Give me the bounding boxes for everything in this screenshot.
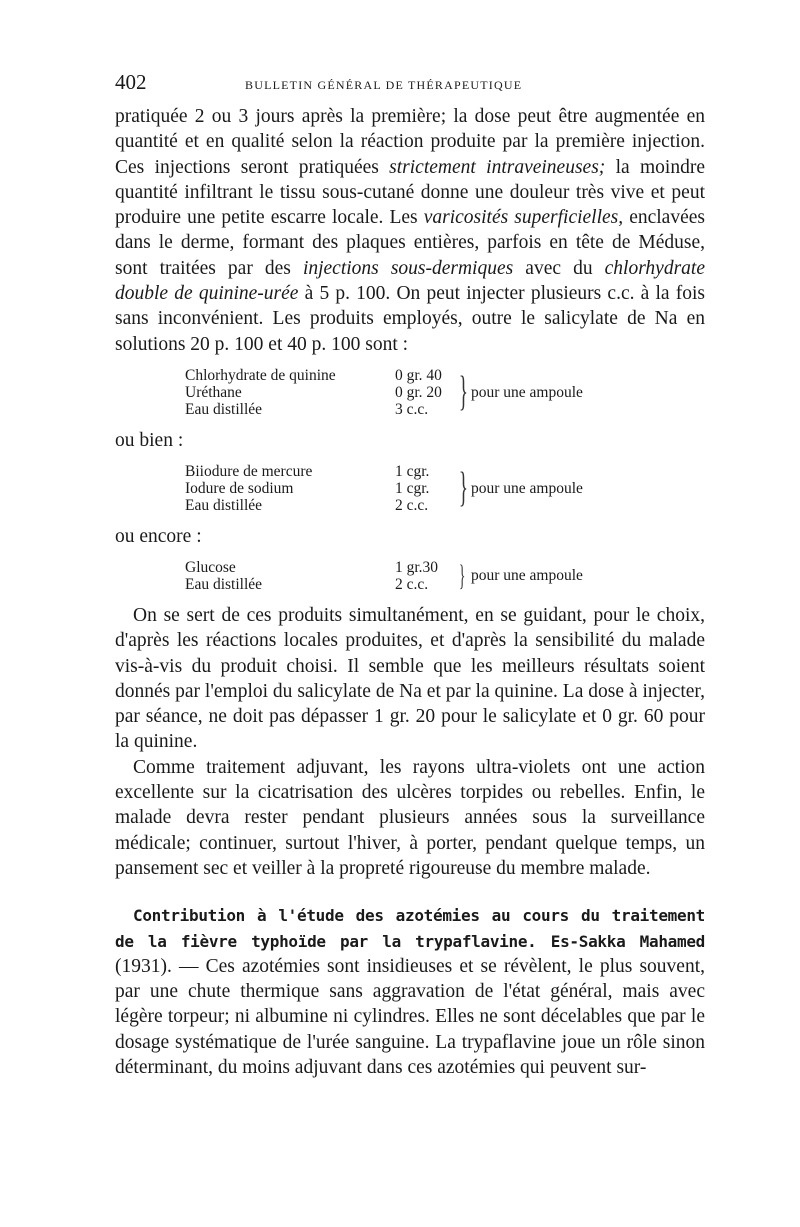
formula-use: pour une ampoule: [471, 567, 583, 585]
paragraph-treatment: Comme traitement adjuvant, les rayons ultra-violets ont une action excellente sur la cicatrisation des ulcères torpides ou rebelles. Enfin, le malade devra rester pendant plusieurs années sous la surveillance médicale; continuer, surtout l'hiver, à porter, pendant quelque temps, un pansement sec et veiller à la propreté rigoureuse du membre malade.: [115, 756, 705, 879]
brace-icon: }: [458, 369, 468, 416]
formula-ingredient: Eau distillée: [185, 575, 263, 593]
page-number: 402: [115, 70, 147, 94]
emphasis-varicosites: varicosités superficielles,: [423, 207, 624, 229]
formula-quantity: 3 c.c.: [395, 400, 429, 418]
formula-quantity: 1 gr.30: [395, 558, 439, 576]
running-title: BULLETIN GÉNÉRAL DE THÉRAPEUTIQUE: [245, 78, 523, 92]
page-header: [115, 70, 705, 104]
emphasis-chlorhydrate: chlorhydrate double de quinine-urée: [115, 257, 706, 305]
formula-ingredient: Eau distillée: [185, 400, 263, 418]
formula-ingredient: Iodure de sodium: [185, 479, 294, 497]
formula-glucose: [185, 559, 705, 593]
formula-mercure: [185, 463, 705, 514]
emphasis-intraveineuses: strictement intraveineuses;: [389, 156, 606, 178]
formula-quinine: [185, 367, 705, 418]
formula-quantity: 0 gr. 20: [395, 383, 442, 401]
conjunction-ou-bien: ou bien :: [115, 429, 184, 451]
paragraph-article: [115, 903, 705, 1080]
paragraph-usage: On se sert de ces produits simultanément, en se guidant, pour le choix, d'après les réactions locales produites, et d'après la sensibilité du malade vis-à-vis du produit choisi. Il semble que les meilleurs résultats soient donnés par l'emploi du salicylate de Na et par la quinine. La dose à injecter, par séance, ne doit pas dépasser 1 gr. 20 pour le salicylate et 0 gr. 60 pour la quinine.: [115, 604, 705, 753]
brace-icon: }: [458, 465, 468, 512]
paragraph-injections: pratiquée 2 ou 3 jours après la première; la dose peut être augmentée en quantité et en qualité selon la réaction produite par la première injection. Ces injections seront pratiquées strictement intraveineuses; la moindre quantité infiltrant le tissu sous-cutané donne une douleur très vive et peut produire une petite escarre locale. Les varicosités superficielles, enclavées dans le derme, formant des plaques entières, parfois en tête de Méduse, sont traitées par des injections sous-dermiques avec du chlorhydrate double de quinine-urée à 5 p. 100. On peut injecter plusieurs c.c. à la fois sans inconvénient. Les produits employés, outre le salicylate de Na en solutions 20 p. 100 et 40 p. 100 sont :: [115, 106, 706, 355]
article-title: Contribution à l'étude des azotémies au cours du traitement de la fièvre typhoïde par la trypaflavine. Es-Sakka Mahamed: [115, 906, 705, 951]
formula-ingredient: Glucose: [185, 558, 236, 576]
formula-quantity: 1 cgr.: [395, 462, 430, 480]
formula-quantity: 1 cgr.: [395, 479, 430, 497]
formula-use: pour une ampoule: [471, 383, 583, 401]
page: [115, 70, 705, 1080]
formula-ingredient: Chlorhydrate de quinine: [185, 366, 336, 384]
formula-quantity: 0 gr. 40: [395, 366, 442, 384]
formula-ingredient: Biiodure de mercure: [185, 462, 313, 480]
formula-ingredient: Uréthane: [185, 383, 242, 401]
formula-quantity: 2 c.c.: [395, 496, 429, 514]
brace-icon: }: [458, 558, 466, 592]
formula-ingredient: Eau distillée: [185, 496, 263, 514]
emphasis-sous-dermiques: injections sous-dermiques: [302, 257, 514, 279]
formula-quantity: 2 c.c.: [395, 575, 429, 593]
conjunction-ou-encore: ou encore :: [115, 525, 202, 547]
formula-use: pour une ampoule: [471, 479, 583, 497]
article-body: (1931). — Ces azotémies sont insidieuses et se révèlent, le plus souvent, par une chute thermique sans aggravation de l'état général, mais avec légère torpeur; ni albumine ni cylindres. Elles ne sont décelables que par le dosage systématique de l'urée sanguine. La trypaflavine joue un rôle sinon déterminant, du moins adjuvant dans ces azotémies qui peuvent sur-: [115, 955, 705, 1079]
